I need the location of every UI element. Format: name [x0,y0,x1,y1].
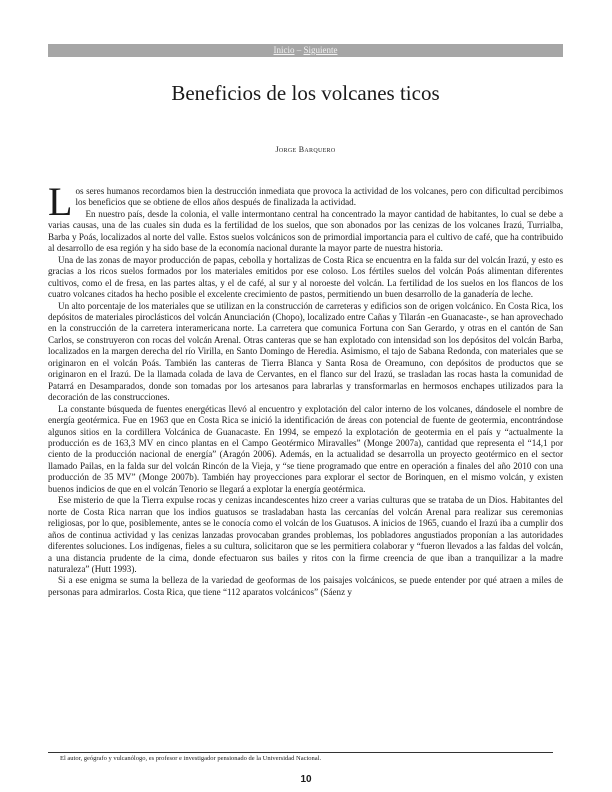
paragraph-2: En nuestro país, desde la colonia, el valle intermontano central ha concentrado la mayor cantidad de habitantes, lo cual se debe a varias causas, una de las cuales sin duda es la fertilidad de los suelos, que son abonados por las cenizas de los volcanes Irazú, Turrialba, Barba y Poás, localizados al norte del valle. Estos suelos volcánicos son de primordial importancia para el cultivo de café, que ha contribuido al desarrollo de esa región y ha sido base de la economía nacional durante la mayor parte de nuestra historia. [48,208,563,254]
article-title: Beneficios de los volcanes ticos [171,81,440,105]
home-link[interactable]: Inicio [273,45,295,55]
paragraph-7: Si a ese enigma se suma la belleza de la variedad de geoformas de los paisajes volcánicos, se puede entender por qué atraen a miles de personas para admirarlos. Costa Rica, que tiene “112 aparatos volcánicos” (Sáenz y [48,575,563,597]
nav-separator: – [294,45,304,55]
next-link[interactable]: Siguiente [303,45,338,55]
page-number: 10 [300,774,312,785]
paragraph-4: Un alto porcentaje de los materiales que se utilizan en la construcción de carreteras y edificios son de origen volcánico. En Costa Rica, los depósitos de materiales piroclásticos del volcán Anunciación (Chopo), localizado entre Cañas y Tilarán -en Guanacaste-, se han aprovechado en la construcción de la carretera interamericana norte. La carretera que comunica Fortuna con San Gerardo, y otras en el cantón de San Carlos, se construyeron con rocas del volcán Arenal. Otras canteras que se han explotado con intensidad son los depósitos del volcán Barba, localizados en la margen derecha del río Virilla, en Santo Domingo de Heredia. Asimismo, el tajo de Sabana Redonda, con materiales que se originaron en el volcán Poás. También las canteras de Tierra Blanca y Santa Rosa de Oreamuno, con depósitos de productos que se originaron en el Irazú. De la llamada colada de lava de Cervantes, en el flanco sur del Irazú, se trasladan las rocas hasta la comunidad de Patarrá en Desamparados, donde son tomadas por los artesanos para labrarlas y transformarlas en hermosos enchapes utilizados para la decoración de las construcciones. [48,300,563,403]
author-name: Jorge Barquero [275,145,336,154]
paragraph-3: Una de las zonas de mayor producción de papas, cebolla y hortalizas de Costa Rica se encuentra en la falda sur del volcán Irazú, y esto es gracias a los ricos suelos formados por los materiales emitidos por ese coloso. Los fértiles suelos del volcán Poás alimentan diferentes cultivos, como el de fresa, en las partes altas, y el de café, al sur y al noroeste del volcán. La fertilidad de los suelos en los flancos de los cuatro volcanes citados ha hecho posible el excelente crecimiento de pastos, permitiendo un buen desarrollo de la ganadería de leche. [48,254,563,300]
drop-cap: L [48,179,73,224]
article-body [48,179,563,598]
footnote-divider [48,752,553,753]
paragraph-5: La constante búsqueda de fuentes energéticas llevó al encuentro y explotación del calor interno de los volcanes, dándosele el nombre de energía geotérmica. Fue en 1963 que en Costa Rica se inició la identificación de áreas con potencial de fuente de geotermia, encontrándose algunos sitios en la cordillera Volcánica de Guanacaste. En 1994, se empezó la explotación de geotermia en el país y “actualmente la producción es de 163,3 MV en cinco plantas en el Campo Geotérmico Miravalles” (Monge 2007a), cantidad que representa el “14,1 por ciento de la producción nacional de energía” (Aragón 2006). Además, en la actualidad se desarrolla un proyecto geotérmico en el sector llamado Pailas, en la falda sur del volcán Rincón de la Vieja, y “se tiene programado que entre en operación a finales del año 2010 con una producción de 35 MV” (Monge 2007b). También hay proyecciones para explorar el sector de Borinquen, en el mismo volcán, y existen buenos indicios de que en el volcán Tenorio se llegará a explotar la energía geotérmica. [48,403,563,494]
footnote: El autor, geógrafo y vulcanólogo, es profesor e investigador pensionado de la Universidad Nacional. [60,755,322,762]
navigation-bar [48,44,563,57]
paragraph-6: Ese misterio de que la Tierra expulse rocas y cenizas incandescentes hizo creer a varias culturas que se trataba de un Dios. Habitantes del norte de Costa Rica narran que los indios guatusos se trasladaban hasta las cercanías del volcán Arenal para realizar sus ceremonias religiosas, por lo que, posiblemente, antes se le conocía como el volcán de los Guatusos. A inicios de 1965, cuando el Irazú iba a cumplir dos años de continua actividad y las cenizas lanzadas provocaban grandes problemas, los pobladores angustiados proponían a las autoridades diferentes soluciones. Los indígenas, fieles a su cultura, solicitaron que se les permitiera colaborar y “fueron llevados a las faldas del volcán, a una distancia prudente de la cima, donde efectuaron sus bailes y ritos con la firme creencia de que iban a tranquilizar a la madre naturaleza” (Hutt 1993). [48,495,563,574]
paragraph-1 [48,179,563,224]
paragraph-text: os seres humanos recordamos bien la destrucción inmediata que provoca la actividad de los volcanes, pero con dificultad percibimos los beneficios que se obtiene de ellos años después de finalizada la actividad. [75,186,563,208]
